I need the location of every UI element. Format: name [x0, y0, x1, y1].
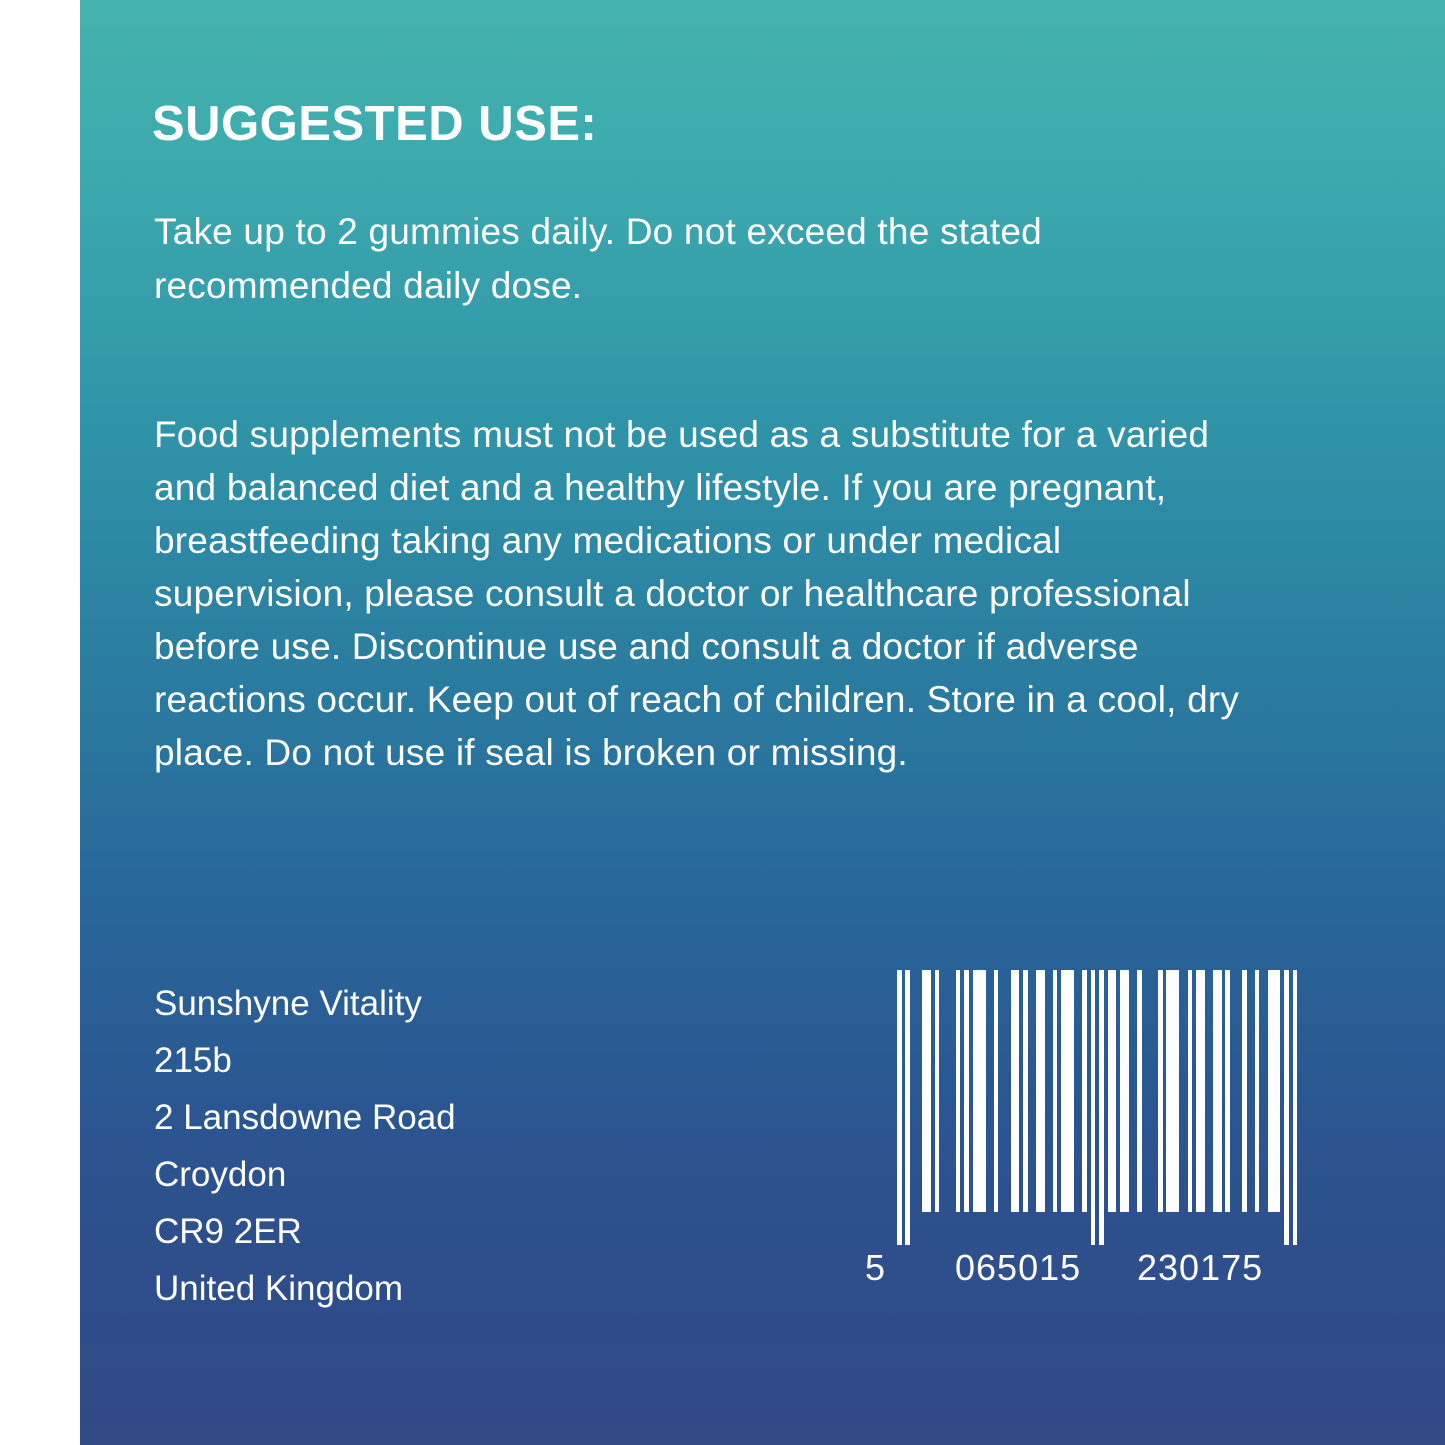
warning-paragraph: Food supplements must not be used as a substitute for a varied and balanced diet and a healthy lifestyle. If you are pregnant, breastfeeding taking any medications or under medical supervision, please consult a doctor or healthcare professional before use. Discontinue use and consult a doctor if adverse reactions occur. Keep out of reach of children. Store in a cool, dry place. Do not use if seal is broken or missing.	[154, 414, 1240, 773]
barcode	[865, 970, 1317, 1293]
barcode-bars	[897, 970, 1297, 1245]
company-address	[154, 975, 456, 1317]
barcode-left-digits: 065015	[955, 1247, 1082, 1288]
address-line-5: CR9 2ER	[154, 1212, 302, 1251]
product-label-panel	[80, 0, 1445, 1445]
address-line-3: 2 Lansdowne Road	[154, 1098, 456, 1137]
label-content	[152, 0, 1405, 1445]
address-line-6: United Kingdom	[154, 1269, 404, 1308]
barcode-digits	[865, 1247, 1317, 1293]
address-line-2: 215b	[154, 1041, 232, 1080]
page-title: SUGGESTED USE:	[152, 97, 598, 151]
address-line-1: Sunshyne Vitality	[154, 984, 422, 1023]
barcode-right-digits: 230175	[1137, 1247, 1264, 1288]
barcode-lead-digit: 5	[865, 1247, 887, 1288]
address-line-4: Croydon	[154, 1155, 287, 1194]
dosage-paragraph: Take up to 2 gummies daily. Do not exceed the stated recommended daily dose.	[154, 211, 1042, 306]
